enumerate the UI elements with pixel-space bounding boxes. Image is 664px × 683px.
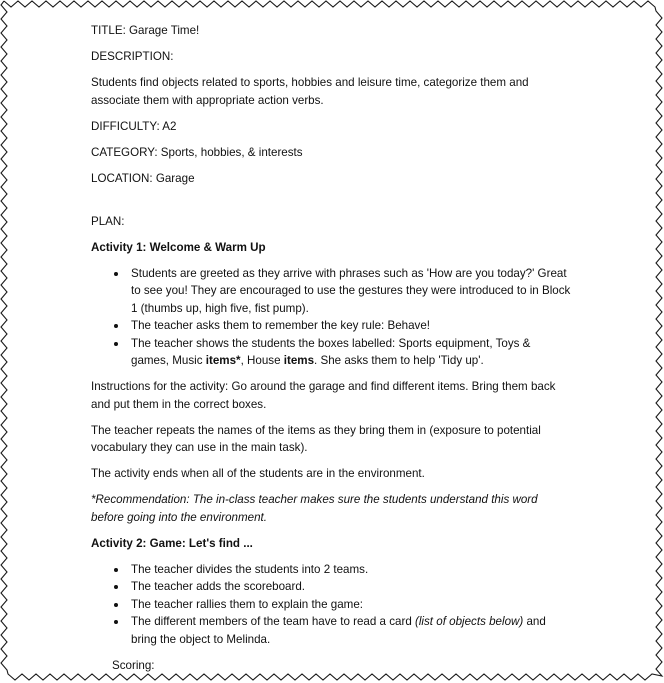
- title-line: TITLE: Garage Time!: [91, 24, 200, 37]
- list-item: The teacher rallies them to explain the game:: [131, 596, 571, 614]
- list-item: Students are greeted as they arrive with phrases such as 'How are you today?' Great to see you! They are encouraged to use the gestures they were introduced to in Block 1 (thumbs up, high five, fist pump).: [131, 265, 571, 318]
- recommendation-note: *Recommendation: The in-class teacher makes sure the students understand this word before going into the environment.: [91, 493, 538, 524]
- repeat-text: The teacher repeats the names of the items as they bring them in (exposure to potential vocabulary they can use in the main task).: [91, 423, 541, 454]
- list-item: The teacher adds the scoreboard.: [131, 578, 571, 596]
- list-item-text: The different members of the team have to read a card: [131, 615, 415, 628]
- list-item: The teacher divides the students into 2 teams.: [131, 561, 571, 579]
- plan-label: PLAN:: [91, 214, 125, 228]
- list-item-text: , House: [240, 354, 284, 367]
- difficulty-line: DIFFICULTY: A2: [91, 119, 177, 133]
- activity-2-heading: Activity 2: Game: Let's find ...: [91, 536, 253, 550]
- scoring-label: Scoring:: [112, 658, 155, 672]
- category-line: CATEGORY: Sports, hobbies, & interests: [91, 145, 303, 159]
- description-text: Students find objects related to sports, hobbies and leisure time, categorize them and associate them with appropriate action verbs.: [91, 76, 529, 107]
- activity-1-heading: Activity 1: Welcome & Warm Up: [91, 240, 266, 254]
- activity-end-text: The activity ends when all of the students are in the environment.: [91, 467, 425, 480]
- instructions-text: Instructions for the activity: Go around the garage and find different items. Bring them back and put them in the correct boxes.: [91, 380, 556, 411]
- list-item: [131, 613, 571, 648]
- location-line: LOCATION: Garage: [91, 171, 195, 185]
- italic-note: (list of objects below): [415, 615, 524, 628]
- list-item: The teacher asks them to remember the key rule: Behave!: [131, 317, 571, 335]
- list-item-text: The teacher shows the students the boxes labelled: Sports equipment, Toys & games, Music: [131, 336, 531, 367]
- list-item-text: . She asks them to help 'Tidy up'.: [314, 354, 484, 367]
- bold-term: items: [283, 354, 315, 367]
- activity-1-list: [91, 265, 571, 370]
- bold-term: items*: [205, 354, 241, 367]
- list-item: [131, 335, 571, 370]
- spacer: [91, 196, 571, 213]
- lesson-plan-document: [91, 22, 571, 683]
- activity-2-list: [91, 561, 571, 649]
- description-label: DESCRIPTION:: [91, 50, 174, 63]
- list-item-text: and bring the object to Melinda.: [131, 615, 546, 646]
